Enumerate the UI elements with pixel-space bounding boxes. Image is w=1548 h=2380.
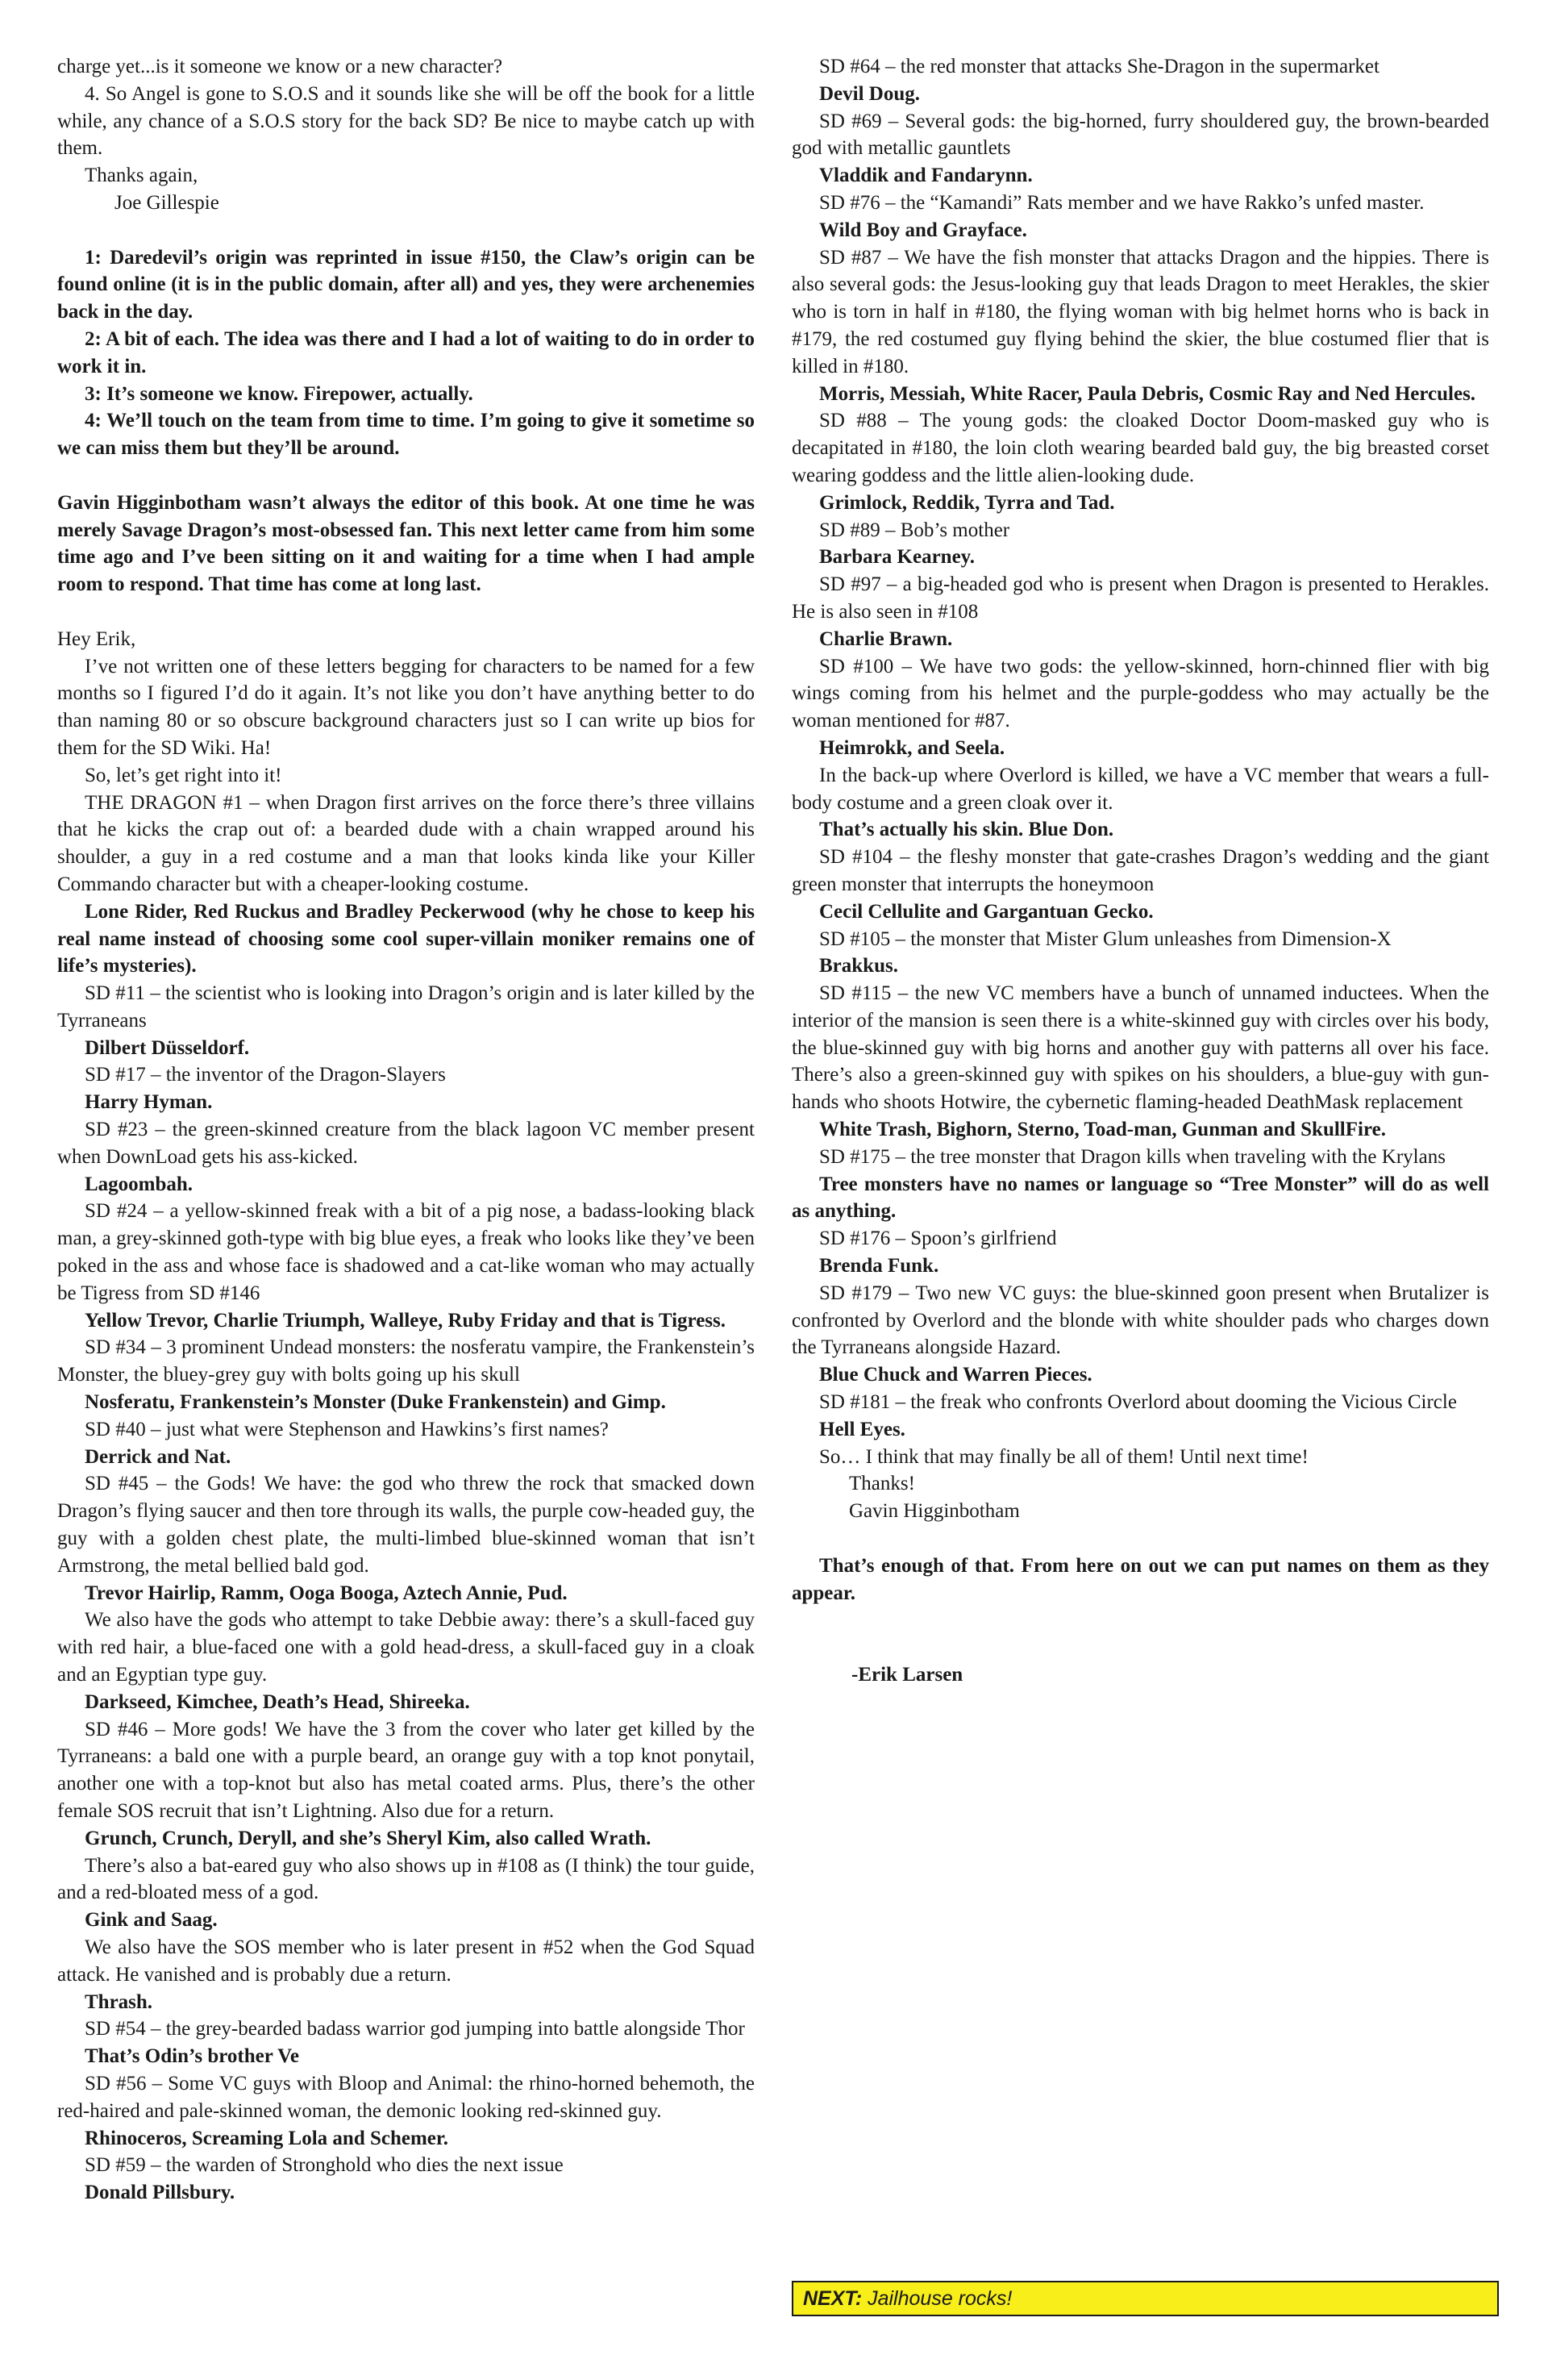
bold-paragraph: Dilbert Düsseldorf. bbox=[85, 1036, 250, 1059]
left-column bbox=[57, 53, 755, 2207]
bold-paragraph: Gink and Saag. bbox=[85, 1909, 218, 1932]
paragraph: charge yet...is it someone we know or a new character? bbox=[57, 56, 503, 77]
paragraph: SD #115 – the new VC members have a bunch of unnamed inductees. When the interior of the mansion is seen there is a white-skinned guy with circles over his body, the blue-skinned guy with big horns and another guy with patterns all over his face. There’s also a green-skinned guy with spikes on his shoulders, a blue-guy with gun-hands who shoots Hotwire, the cybernetic flaming-headed DeathMask replacement bbox=[792, 982, 1489, 1114]
bold-paragraph: That’s enough of that. From here on out we can put names on them as they appear. bbox=[792, 1554, 1489, 1604]
paragraph: SD #97 – a big-headed god who is present when Dragon is presented to Herakles. He is also seen in #108 bbox=[792, 573, 1489, 623]
paragraph: We also have the SOS member who is later present in #52 when the God Squad attack. He vanished and is probably due a return. bbox=[57, 1936, 755, 1986]
paragraph: -Erik Larsen bbox=[851, 1664, 963, 1686]
bold-paragraph: Trevor Hairlip, Ramm, Ooga Booga, Aztech Annie, Pud. bbox=[85, 1582, 568, 1604]
bold-paragraph: Morris, Messiah, White Racer, Paula Debris, Cosmic Ray and Ned Hercules. bbox=[819, 382, 1476, 405]
paragraph: 4. So Angel is gone to S.O.S and it sounds like she will be off the book for a little while, any chance of a S.O.S story for the back SD? Be nice to maybe catch up with them. bbox=[57, 82, 755, 160]
next-label: NEXT: bbox=[803, 2287, 868, 2310]
bold-paragraph: 2: A bit of each. The idea was there and I had a lot of waiting to do in order to work it in. bbox=[57, 327, 755, 377]
paragraph: SD #34 – 3 prominent Undead monsters: the nosferatu vampire, the Frankenstein’s Monster, the bluey-grey guy with bolts going up his skull bbox=[57, 1336, 755, 1386]
bold-paragraph: Devil Doug. bbox=[819, 82, 920, 105]
paragraph: Gavin Higginbotham bbox=[849, 1500, 1020, 1523]
bold-paragraph: Harry Hyman. bbox=[85, 1091, 213, 1114]
bold-paragraph: Grunch, Crunch, Deryll, and she’s Sheryl Kim, also called Wrath. bbox=[85, 1827, 651, 1849]
bold-paragraph: Derrick and Nat. bbox=[85, 1445, 231, 1468]
paragraph: SD #11 – the scientist who is looking into Dragon’s origin and is later killed by the Tyrraneans bbox=[57, 982, 755, 1032]
bold-paragraph: Heimrokk, and Seela. bbox=[819, 736, 1005, 759]
paragraph: SD #40 – just what were Stephenson and Hawkins’s first names? bbox=[85, 1418, 609, 1440]
paragraph: SD #175 – the tree monster that Dragon kills when traveling with the Krylans bbox=[819, 1145, 1446, 1168]
paragraph-spacer bbox=[792, 1525, 1489, 1553]
paragraph: SD #59 – the warden of Stronghold who dies the next issue bbox=[85, 2154, 564, 2177]
paragraph: So… I think that may finally be all of them! Until next time! bbox=[819, 1445, 1309, 1468]
paragraph: I’ve not written one of these letters begging for characters to be named for a few months so I figured I’d do it again. It’s not like you don’t have anything better to do than naming 80 or so obscure background characters just so I can write up bios for them for the SD Wiki. Ha! bbox=[57, 655, 755, 759]
paragraph: SD #105 – the monster that Mister Glum unleashes from Dimension-X bbox=[819, 927, 1392, 950]
bold-paragraph: Thrash. bbox=[85, 1990, 153, 2013]
paragraph-spacer bbox=[792, 1607, 1489, 1634]
bold-paragraph: 3: It’s someone we know. Firepower, actually. bbox=[85, 382, 473, 405]
bold-paragraph: Blue Chuck and Warren Pieces. bbox=[819, 1364, 1092, 1386]
bold-paragraph: That’s Odin’s brother Ve bbox=[85, 2045, 300, 2068]
bold-paragraph: Lagoombah. bbox=[85, 1173, 194, 1195]
bold-paragraph: Rhinoceros, Screaming Lola and Schemer. bbox=[85, 2127, 448, 2149]
bold-paragraph: Brakkus. bbox=[819, 955, 898, 977]
bold-paragraph: Brenda Funk. bbox=[819, 1255, 939, 1278]
paragraph: There’s also a bat-eared guy who also shows up in #108 as (I think) the tour guide, and a red-bloated mess of a god. bbox=[57, 1854, 755, 1904]
paragraph: SD #87 – We have the fish monster that attacks Dragon and the hippies. There is also several gods: the Jesus-looking guy that leads Dragon to meet Herakles, the skier who is torn in half in #180, the flying woman with big helmet horns who is back in #179, the red costumed guy flying behind the skier, the blue costumed flier that is killed in #180. bbox=[792, 246, 1489, 377]
bold-paragraph: Tree monsters have no names or language so “Tree Monster” will do as well as anything. bbox=[792, 1173, 1489, 1223]
bold-paragraph: Charlie Brawn. bbox=[819, 627, 953, 650]
bold-paragraph: Gavin Higginbotham wasn’t always the editor of this book. At one time he was merely Savage Dragon’s most-obsessed fan. This next letter came from him some time ago and I’ve been sitting on it and waiting for a time when I had ample room to respond. That time has come at long last. bbox=[57, 491, 755, 596]
paragraph-spacer bbox=[57, 462, 755, 490]
bold-paragraph: White Trash, Bighorn, Sterno, Toad-man, Gunman and SkullFire. bbox=[819, 1119, 1386, 1141]
paragraph: SD #24 – a yellow-skinned freak with a bit of a pig nose, a badass-looking black man, a grey-skinned goth-type with big blue eyes, a freak who looks like they’ve been poked in the ass and whose face is shadowed and a cat-like woman who may actually be Tigress from SD #146 bbox=[57, 1200, 755, 1304]
bold-paragraph: 1: Daredevil’s origin was reprinted in issue #150, the Claw’s origin can be found online (it is in the public domain, after all) and yes, they were archenemies back in the day. bbox=[57, 246, 755, 323]
paragraph-spacer bbox=[57, 217, 755, 244]
paragraph: SD #69 – Several gods: the big-horned, furry shouldered guy, the brown-bearded god with metallic gauntlets bbox=[792, 110, 1489, 160]
next-issue-title: Jailhouse rocks! bbox=[868, 2287, 1013, 2310]
paragraph: In the back-up where Overlord is killed, we have a VC member that wears a full-body costume and a green cloak over it. bbox=[792, 764, 1489, 814]
next-issue-box bbox=[792, 2281, 1499, 2316]
bold-paragraph: Donald Pillsbury. bbox=[85, 2182, 235, 2204]
paragraph: SD #64 – the red monster that attacks She-Dragon in the supermarket bbox=[819, 56, 1379, 77]
paragraph: THE DRAGON #1 – when Dragon first arrives on the force there’s three villains that he kicks the crap out of: a bearded dude with a chain wrapped around his shoulder, a guy in a red costume and a man that looks kinda like your Killer Commando character but with a cheaper-looking costume. bbox=[57, 791, 755, 895]
bold-paragraph: Darkseed, Kimchee, Death’s Head, Shireeka. bbox=[85, 1690, 470, 1713]
bold-paragraph: Nosferatu, Frankenstein’s Monster (Duke Frankenstein) and Gimp. bbox=[85, 1391, 666, 1414]
paragraph: SD #54 – the grey-bearded badass warrior god jumping into battle alongside Thor bbox=[85, 2018, 745, 2040]
paragraph: SD #76 – the “Kamandi” Rats member and we have Rakko’s unfed master. bbox=[819, 191, 1425, 214]
paragraph: We also have the gods who attempt to take Debbie away: there’s a skull-faced guy with red hair, a blue-faced one with a gold head-dress, a skull-faced guy in a cloak and an Egyptian type guy. bbox=[57, 1609, 755, 1686]
bold-paragraph: Yellow Trevor, Charlie Triumph, Walleye, Ruby Friday and that is Tigress. bbox=[85, 1309, 726, 1332]
paragraph: SD #181 – the freak who confronts Overlord about dooming the Vicious Circle bbox=[819, 1391, 1457, 1414]
paragraph-spacer bbox=[57, 598, 755, 626]
bold-paragraph: Wild Boy and Grayface. bbox=[819, 219, 1027, 241]
paragraph: SD #45 – the Gods! We have: the god who threw the rock that smacked down Dragon’s flying saucer and then tore through its walls, the purple cow-headed guy, the guy with a golden chest plate, the multi-limbed blue-skinned woman that isn’t Armstrong, the metal bellied bald god. bbox=[57, 1473, 755, 1577]
paragraph: SD #176 – Spoon’s girlfriend bbox=[819, 1228, 1057, 1250]
paragraph: Thanks! bbox=[849, 1473, 915, 1495]
bold-paragraph: 4: We’ll touch on the team from time to time. I’m going to give it sometime so we can miss them but they’ll be around. bbox=[57, 410, 755, 460]
paragraph: SD #179 – Two new VC guys: the blue-skinned goon present when Brutalizer is confronted by Overlord and the blonde with white shoulder pads who charges down the Tyrraneans alongside Hazard. bbox=[792, 1282, 1489, 1359]
paragraph: Hey Erik, bbox=[57, 627, 136, 650]
paragraph: SD #23 – the green-skinned creature from the black lagoon VC member present when DownLoad gets his ass-kicked. bbox=[57, 1119, 755, 1168]
paragraph: SD #88 – The young gods: the cloaked Doctor Doom-masked guy who is decapitated in #180, the loin cloth wearing bearded bald guy, the big breasted corset wearing goddess and the little alien-looking dude. bbox=[792, 410, 1489, 486]
bold-paragraph: Barbara Kearney. bbox=[819, 546, 976, 569]
bold-paragraph: Lone Rider, Red Ruckus and Bradley Peckerwood (why he chose to keep his real name instead of choosing some cool super-villain moniker remains one of life’s mysteries). bbox=[57, 900, 755, 977]
paragraph: So, let’s get right into it! bbox=[85, 764, 282, 786]
paragraph: Joe Gillespie bbox=[114, 191, 219, 214]
paragraph: SD #17 – the inventor of the Dragon-Slayers bbox=[85, 1064, 446, 1086]
right-column bbox=[792, 53, 1489, 1689]
paragraph: Thanks again, bbox=[85, 165, 198, 187]
paragraph: SD #89 – Bob’s mother bbox=[819, 519, 1010, 541]
paragraph: SD #100 – We have two gods: the yellow-skinned, horn-chinned flier with big wings coming from his helmet and the purple-goddess who may actually be the woman mentioned for #87. bbox=[792, 655, 1489, 732]
paragraph-spacer bbox=[792, 1634, 1489, 1661]
bold-paragraph: Vladdik and Fandarynn. bbox=[819, 165, 1033, 187]
bold-paragraph: Cecil Cellulite and Gargantuan Gecko. bbox=[819, 900, 1154, 923]
bold-paragraph: Grimlock, Reddik, Tyrra and Tad. bbox=[819, 491, 1115, 514]
bold-paragraph: Hell Eyes. bbox=[819, 1418, 905, 1440]
paragraph: SD #46 – More gods! We have the 3 from the cover who later get killed by the Tyrraneans: a bald one with a purple beard, an orange guy with a top knot ponytail, another one with a top-knot but also has metal coated arms. Plus, there’s the other female SOS recruit that isn’t Lightning. Also due for a return. bbox=[57, 1718, 755, 1822]
paragraph: SD #56 – Some VC guys with Bloop and Animal: the rhino-horned behemoth, the red-haired and pale-skinned woman, the demonic looking red-skinned guy. bbox=[57, 2072, 755, 2122]
bold-paragraph: That’s actually his skin. Blue Don. bbox=[819, 819, 1114, 841]
paragraph: SD #104 – the fleshy monster that gate-crashes Dragon’s wedding and the giant green monster that interrupts the honeymoon bbox=[792, 846, 1489, 895]
